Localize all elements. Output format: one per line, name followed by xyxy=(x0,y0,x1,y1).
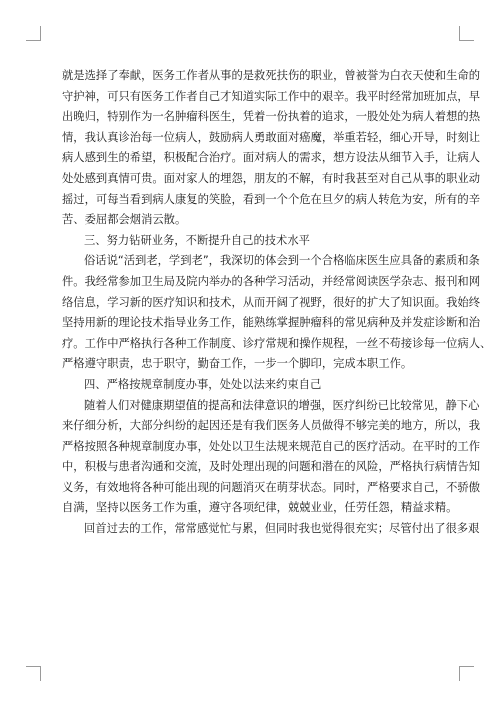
text-line: 就是选择了奉献，医务工作者从事的是救死扶伤的职业，曾被誉为白衣天使和生命的 xyxy=(62,69,480,82)
paragraph-start-line: 四、严格按规章制度办事，处处以法来约束自己 xyxy=(84,377,322,391)
text-line: 义务，有效地将各种可能出现的问题消灭在萌芽状态。同时，严格要求自己，不骄傲 xyxy=(62,480,480,494)
text-line: 摇过，可每当看到病人康复的笑脸，看到一个个危在旦夕的病人转危为安，所有的辛 xyxy=(62,192,480,206)
text-line: 情，我认真诊治每一位病人，鼓励病人勇敢面对癌魔，举重若轻，细心开导，时刻让 xyxy=(62,130,480,144)
text-line: 络信息，学习新的医疗知识和技术，从而开阔了视野，很好的扩大了知识面。我始终 xyxy=(62,295,480,309)
crop-mark-bottom-left xyxy=(26,666,41,681)
paragraph-start-line: 回首过去的工作，常常感觉忙与累，但同时我也觉得很充实；尽管付出了很多艰 xyxy=(84,522,480,536)
text-line: 处处感到真情可贵。面对家人的埋怨，朋友的不解，有时我甚至对自己从事的职业动 xyxy=(62,171,480,185)
text-line: 严格按照各种规章制度办事，处处以卫生法规来规范自己的医疗活动。在平时的工作 xyxy=(62,439,480,453)
crop-mark-bottom-right xyxy=(459,666,474,681)
text-line: 病人感到生的希望，积极配合治疗。面对病人的需求，想方设法从细节入手，让病人 xyxy=(62,151,480,165)
text-line: 疗。工作中严格执行各种工作制度、诊疗常规和操作规程，一丝不苟接诊每一位病人、 xyxy=(62,336,492,350)
paragraph-start-line: 俗话说“活到老，学到老”，我深切的体会到一个合格临床医生应具备的素质和条 xyxy=(84,254,480,268)
crop-mark-top-right xyxy=(459,26,474,41)
text-line: 来仔细分析，大部分纠纷的起因还是有我们医务人员做得不够完美的地方，所以，我 xyxy=(62,419,480,433)
text-line: 坚持用新的理论技术指导业务工作，能熟练掌握肿瘤科的常见病种及并发症诊断和治 xyxy=(62,316,480,330)
text-line: 件。我经常参加卫生局及院内举办的各种学习活动，并经常阅读医学杂志、报刊和网 xyxy=(62,274,480,288)
text-line: 中，积极与患者沟通和交流，及时处理出现的问题和潜在的风险，严格执行病情告知 xyxy=(62,460,480,474)
text-line: 严格遵守职责，忠于职守，勤奋工作，一步一个脚印，完成本职工作。 xyxy=(62,357,413,371)
text-line: 苦、委屈都会烟消云散。 xyxy=(62,213,187,227)
text-line: 守护神，可只有医务工作者自己才知道实际工作中的艰辛。我平时经常加班加点，早 xyxy=(62,89,480,103)
paragraph-start-line: 随着人们对健康期望值的提高和法律意识的增强，医疗纠纷已比较常见，静下心 xyxy=(84,398,480,412)
text-line: 自满，坚持以医务工作为重，遵守各项纪律，兢兢业业，任劳任怨，精益求精。 xyxy=(62,501,458,515)
document-body xyxy=(62,66,492,540)
paragraph-start-line: 三、努力钻研业务，不断提升自己的技术水平 xyxy=(84,233,310,247)
crop-mark-top-left xyxy=(26,26,41,41)
text-line: 出晚归，特别作为一名肿瘤科医生，凭着一份执着的追求，一股处处为病人着想的热 xyxy=(62,110,480,124)
